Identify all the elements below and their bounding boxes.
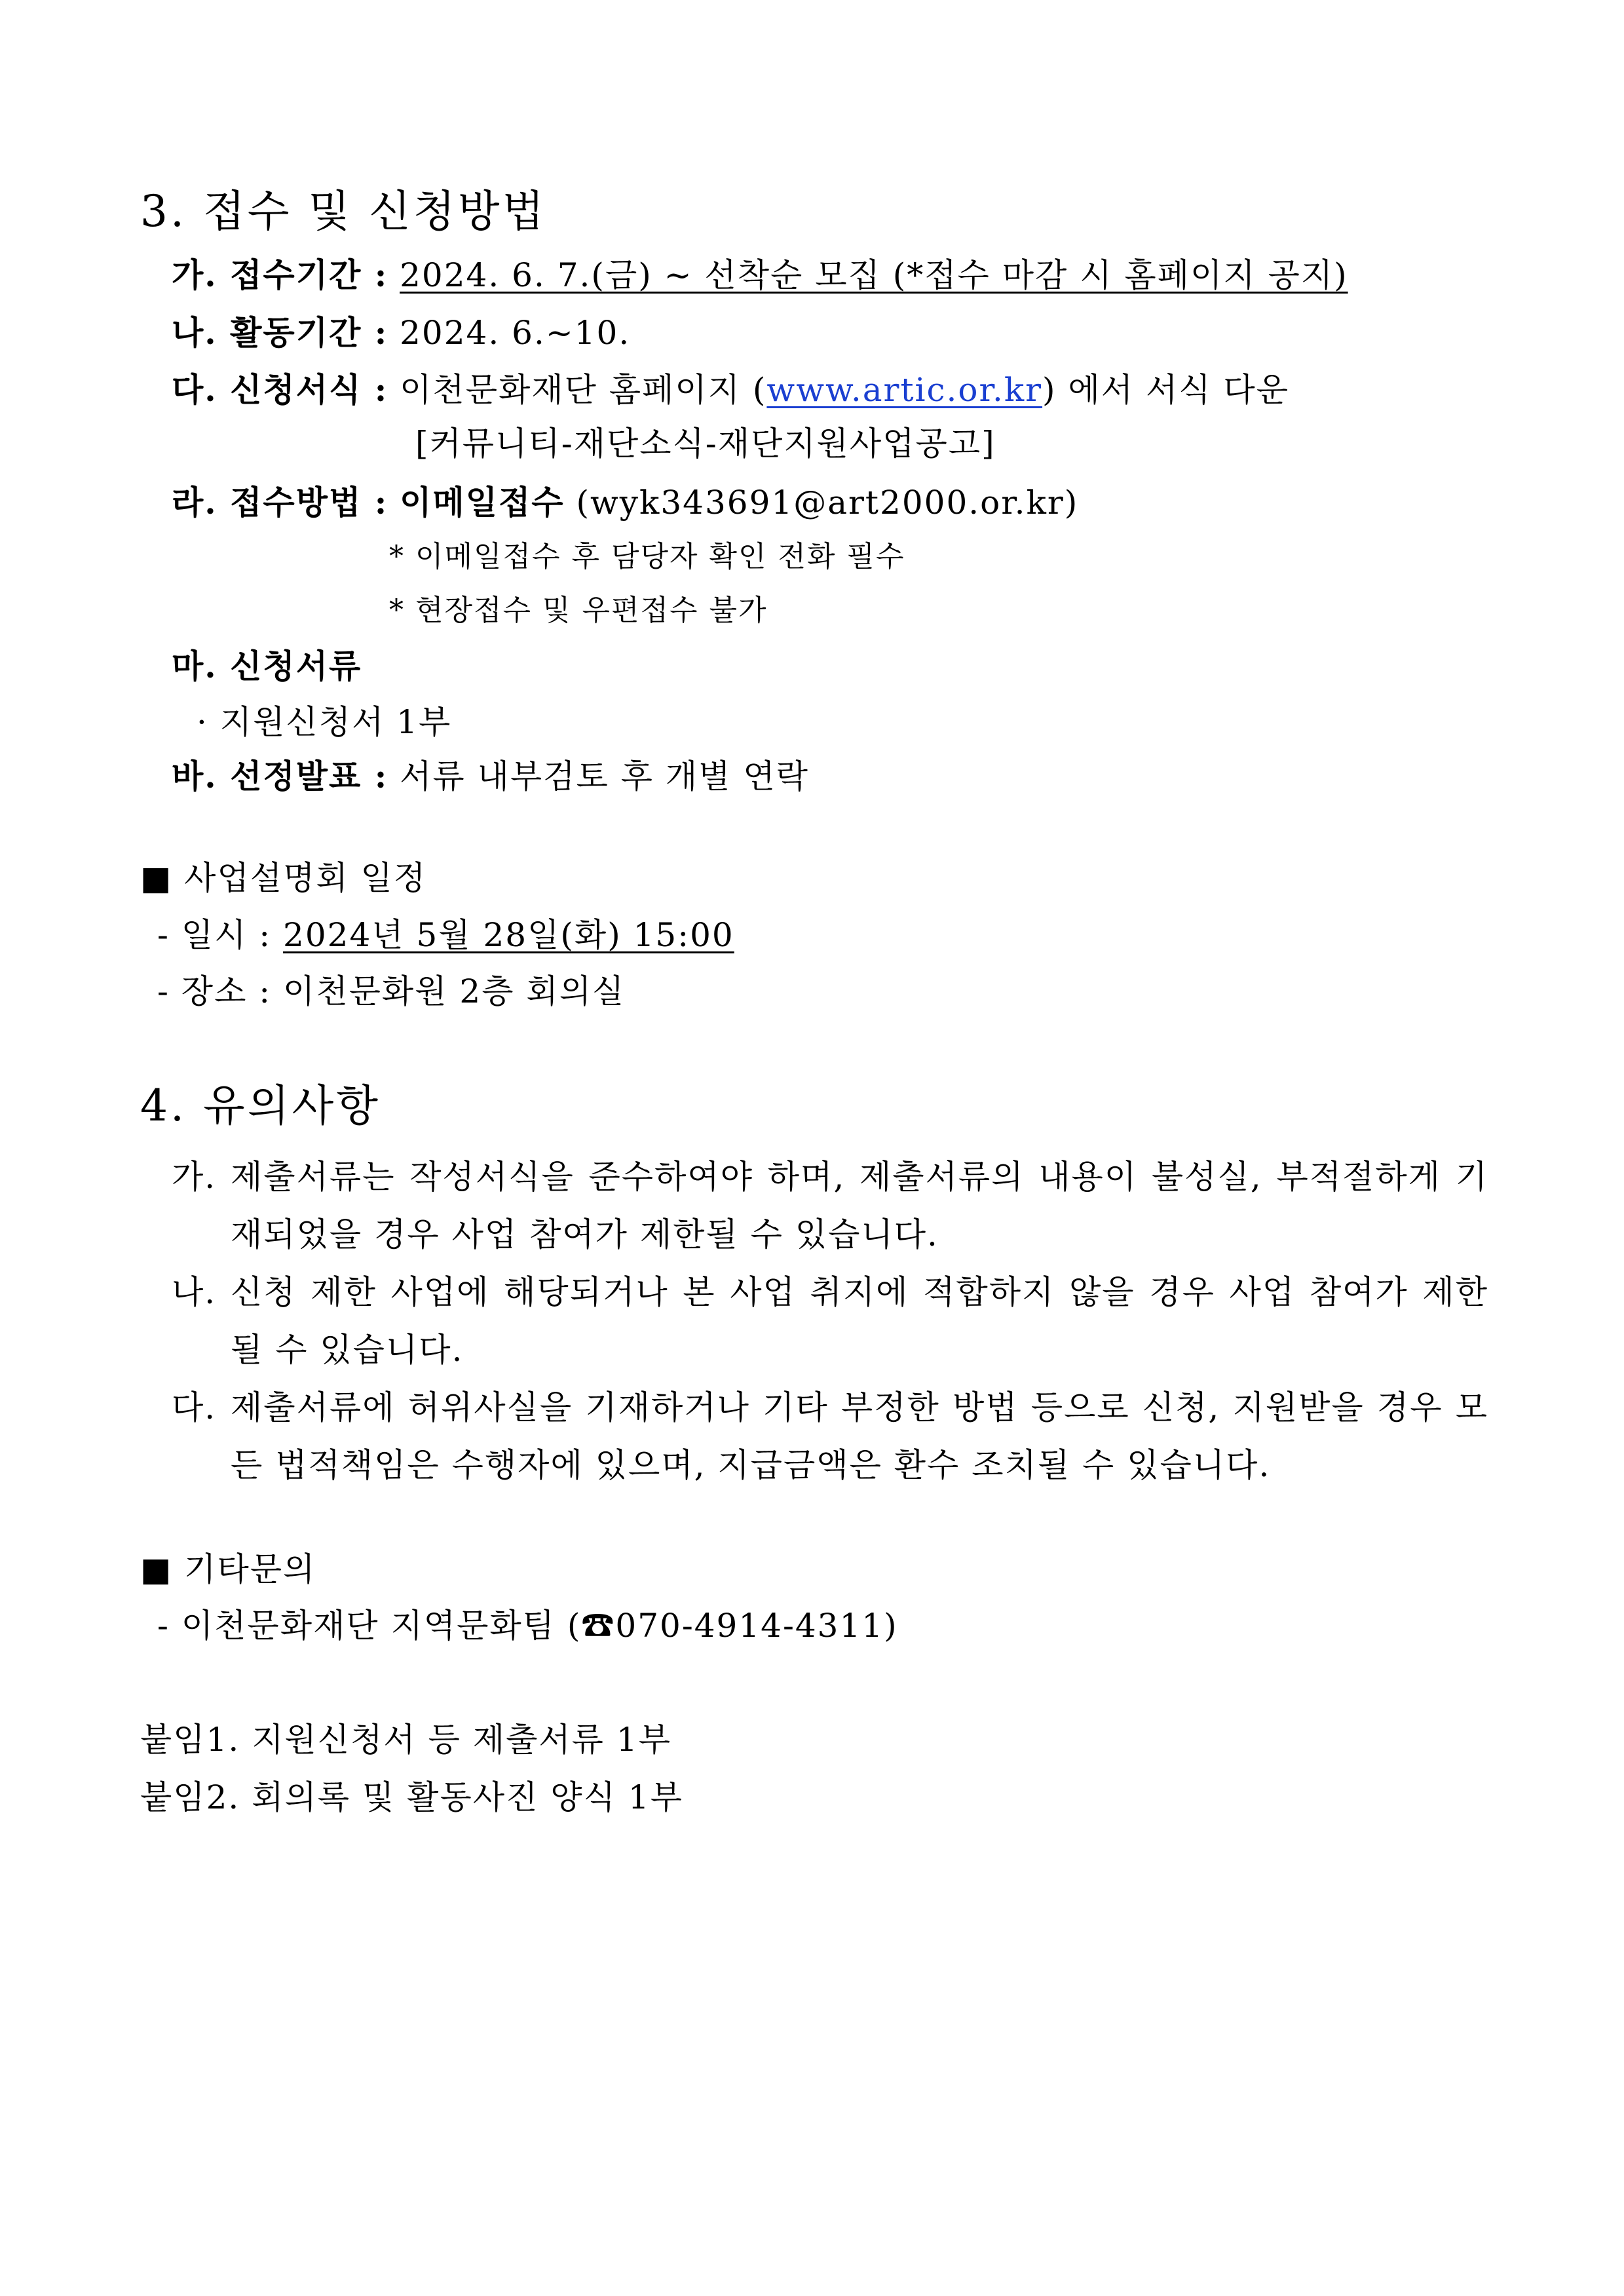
notice-item-ga — [172, 1148, 1488, 1263]
item-ra-note2: * 현장접수 및 우편접수 불가 — [389, 594, 768, 627]
notice-item-label: 가. — [172, 1158, 217, 1196]
attachment-1: 붙임1. 지원신청서 등 제출서류 1부 — [140, 1721, 671, 1759]
item-ga — [172, 256, 1348, 294]
square-bullet-icon: ■ — [140, 1550, 173, 1588]
square-bullet-icon: ■ — [140, 859, 173, 897]
item-ga-value: 2024. 6. 7.(금) ~ 선착순 모집 (*접수 마감 시 홈페이지 공지) — [400, 256, 1348, 294]
contact-heading — [140, 1550, 316, 1588]
contact-title: 기타문의 — [184, 1550, 316, 1588]
item-na — [172, 313, 631, 352]
item-na-label: 나. 활동기간 : — [172, 313, 388, 352]
item-da-label: 다. 신청서식 : — [172, 370, 388, 409]
item-da-path: [커뮤니티-재단소식-재단지원사업공고] — [415, 425, 996, 463]
item-ra-value: 이메일접수 — [400, 483, 565, 522]
item-ma-doc: · 지원신청서 1부 — [197, 703, 452, 741]
section4-title: 4. 유의사항 — [140, 1081, 381, 1131]
item-da — [172, 370, 1290, 409]
contact-line: - 이천문화재단 지역문화팀 (☎070-4914-4311) — [157, 1607, 898, 1645]
homepage-link[interactable]: www.artic.or.kr — [766, 371, 1043, 409]
notice-item-text: 신청 제한 사업에 해당되거나 본 사업 취지에 적합하지 않을 경우 사업 참여가 제한될 수 있습니다. — [231, 1273, 1488, 1369]
item-ba-label: 바. 선정발표 : — [172, 757, 388, 795]
briefing-date-label: - 일시 : — [157, 916, 272, 954]
attachment-2: 붙임2. 회의록 및 활동사진 양식 1부 — [140, 1778, 683, 1816]
notice-item-text: 제출서류는 작성서식을 준수하여야 하며, 제출서류의 내용이 불성실, 부적절하게 기재되었을 경우 사업 참여가 제한될 수 있습니다. — [231, 1158, 1488, 1253]
item-ma-label: 마. 신청서류 — [172, 647, 362, 685]
briefing-date — [157, 916, 734, 954]
item-ra-label: 라. 접수방법 : — [172, 483, 388, 522]
briefing-place: - 장소 : 이천문화원 2층 회의실 — [157, 972, 626, 1010]
notice-item-na — [172, 1263, 1488, 1379]
item-da-value-pre: 이천문화재단 홈페이지 ( — [400, 371, 767, 409]
item-na-value: 2024. 6.~10. — [400, 314, 631, 352]
item-ga-label: 가. 접수기간 : — [172, 256, 388, 294]
notice-item-da — [172, 1379, 1488, 1494]
section3-title: 3. 접수 및 신청방법 — [140, 186, 547, 237]
item-ra-note1: * 이메일접수 후 담당자 확인 전화 필수 — [389, 540, 905, 573]
item-ba — [172, 757, 809, 795]
briefing-title: 사업설명회 일정 — [184, 859, 427, 897]
item-ra — [172, 483, 1079, 522]
briefing-heading — [140, 859, 427, 897]
notice-item-label: 나. — [172, 1273, 217, 1311]
item-ba-value: 서류 내부검토 후 개별 연락 — [400, 757, 809, 795]
notice-item-text: 제출서류에 허위사실을 기재하거나 기타 부정한 방법 등으로 신청, 지원받을 경우 모든 법적책임은 수행자에 있으며, 지급금액은 환수 조치될 수 있습니다. — [231, 1388, 1488, 1484]
notice-item-label: 다. — [172, 1388, 217, 1426]
item-da-value-post: ) 에서 서식 다운 — [1042, 371, 1290, 409]
briefing-date-value: 2024년 5월 28일(화) 15:00 — [283, 916, 734, 954]
email-address[interactable]: (wyk343691@art2000.or.kr) — [576, 484, 1079, 522]
